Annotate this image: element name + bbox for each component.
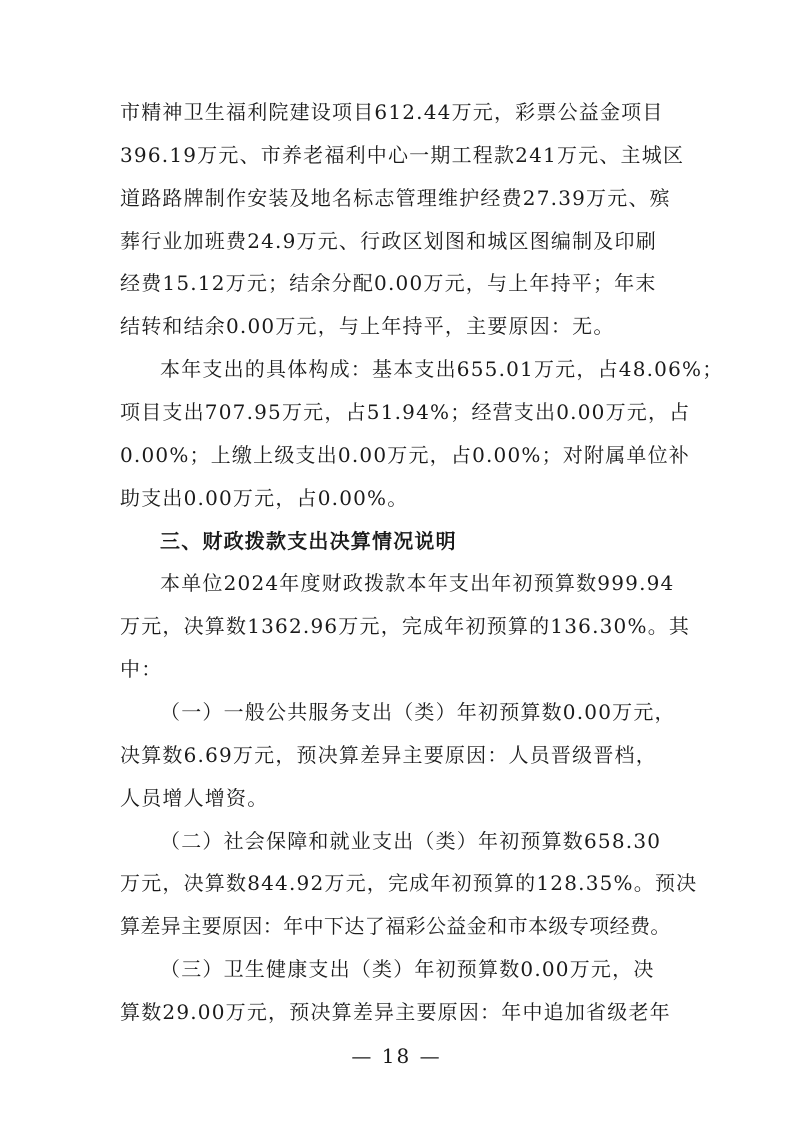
paragraph-start-line: （一）一般公共服务支出（类）年初预算数0.00万元， [160, 700, 676, 724]
text-line: 项目支出707.95万元，占51.94%；经营支出0.00万元，占 [120, 400, 691, 424]
text-line: 葬行业加班费24.9万元、行政区划图和城区图编制及印刷 [120, 229, 657, 253]
text-line: 0.00%；上缴上级支出0.00万元，占0.00%；对附属单位补 [120, 443, 691, 467]
paragraph-start-line: 本单位2024年度财政拨款本年支出年初预算数999.94 [160, 571, 675, 595]
text-line: 万元，决算数1362.96万元，完成年初预算的136.30%。其 [120, 614, 691, 638]
page-number: — 18 — [351, 1044, 442, 1068]
text-line: 人员增人增资。 [120, 786, 269, 810]
text-line: 市精神卫生福利院建设项目612.44万元，彩票公益金项目 [120, 100, 664, 124]
text-line: 经费15.12万元；结余分配0.00万元，与上年持平；年末 [120, 271, 657, 295]
paragraph-start-line: （二）社会保障和就业支出（类）年初预算数658.30 [160, 829, 662, 853]
text-line: 决算数6.69万元，预决算差异主要原因：人员晋级晋档， [120, 743, 657, 767]
text-line: 算差异主要原因：年中下达了福彩公益金和市本级专项经费。 [120, 914, 671, 938]
paragraph-start-line: 本年支出的具体构成：基本支出655.01万元，占48.06%； [160, 357, 724, 381]
text-line: 396.19万元、市养老福利中心一期工程款241万元、主城区 [120, 143, 685, 167]
text-line: 结转和结余0.00万元，与上年持平，主要原因：无。 [120, 314, 615, 338]
text-line: 算数29.00万元，预决算差异主要原因：年中追加省级老年 [120, 1000, 671, 1024]
text-line: 中： [120, 657, 163, 681]
text-line: 助支出0.00万元，占0.00%。 [120, 486, 409, 510]
text-line: 万元，决算数844.92万元，完成年初预算的128.35%。预决 [120, 871, 698, 895]
paragraph-start-line: （三）卫生健康支出（类）年初预算数0.00万元，决 [160, 957, 655, 981]
text-line: 道路路牌制作安装及地名标志管理维护经费27.39万元、殡 [120, 186, 671, 210]
section-heading: 三、财政拨款支出决算情况说明 [160, 529, 457, 553]
